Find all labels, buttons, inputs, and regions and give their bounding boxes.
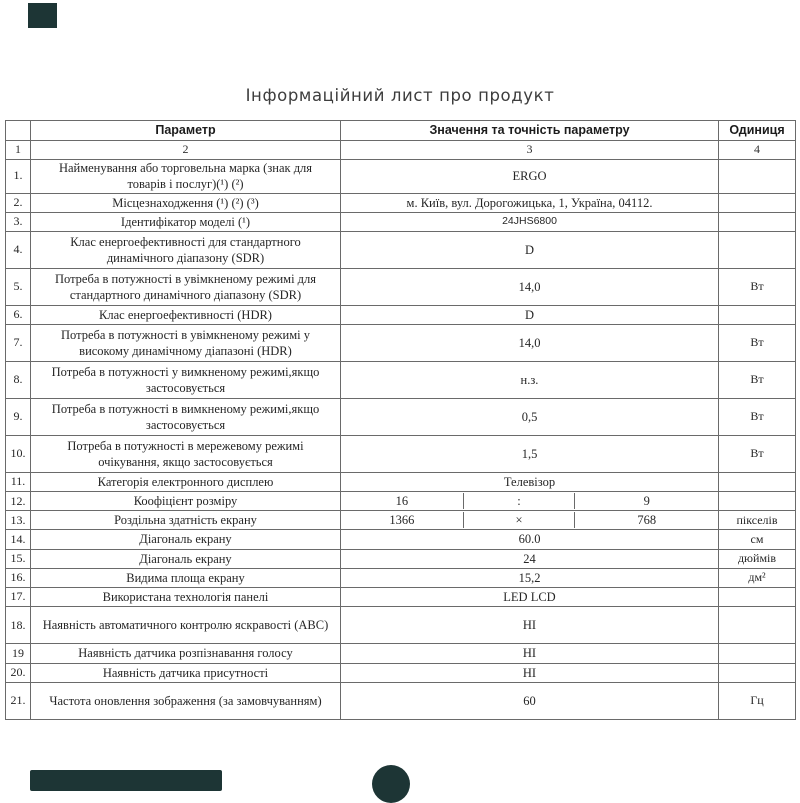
table-row — [6, 511, 796, 530]
table-row — [6, 588, 796, 607]
footer-bar — [30, 770, 222, 791]
parameter-cell: Роздільна здатність екрану — [31, 511, 341, 530]
column-number: 1 — [6, 141, 31, 160]
unit-cell: дм² — [719, 568, 796, 587]
row-number: 17. — [6, 588, 31, 607]
parameter-cell: Частота оновлення зображення (за замовчуванням) — [31, 682, 341, 719]
value-cell: м. Київ, вул. Дорогожицька, 1, Україна, 04112. — [341, 193, 719, 212]
parameter-cell: Потреба в потужності в увімкненому режимі у високому динамічному діапазоні (HDR) — [31, 325, 341, 362]
value-subcells — [341, 493, 718, 509]
parameter-cell: Місцезнаходження (¹) (²) (³) — [31, 193, 341, 212]
table-row — [6, 305, 796, 324]
parameter-cell: Наявність автоматичного контролю яскравості (АВС) — [31, 607, 341, 644]
row-number: 19 — [6, 644, 31, 663]
table-row — [6, 568, 796, 587]
value-cell: 24JHS6800 — [341, 212, 719, 231]
parameter-cell: Клас енергоефективності для стандартного динамічного діапазону (SDR) — [31, 231, 341, 268]
unit-cell: пікселів — [719, 511, 796, 530]
row-number: 11. — [6, 473, 31, 492]
value-cell: Телевізор — [341, 473, 719, 492]
table-row — [6, 663, 796, 682]
unit-cell: Гц — [719, 682, 796, 719]
table-row — [6, 399, 796, 436]
value-part: 16 — [341, 493, 464, 509]
table-row — [6, 644, 796, 663]
table-row — [6, 436, 796, 473]
unit-cell: Вт — [719, 436, 796, 473]
value-part: 768 — [637, 513, 657, 528]
column-number-row — [6, 141, 796, 160]
table-row — [6, 159, 796, 193]
unit-cell — [719, 663, 796, 682]
value-cell: 0,5 — [341, 399, 719, 436]
value-cell: D — [341, 231, 719, 268]
value-part: × — [464, 512, 576, 528]
parameter-cell: Потреба в потужності в увімкненому режимі для стандартного динамічного діапазону (SDR) — [31, 268, 341, 305]
row-number: 9. — [6, 399, 31, 436]
value-cell: НІ — [341, 663, 719, 682]
parameter-cell: Клас енергоефективності (HDR) — [31, 305, 341, 324]
unit-cell: Вт — [719, 399, 796, 436]
row-number: 8. — [6, 362, 31, 399]
header-cell-value: Значення та точність параметру — [341, 121, 719, 141]
row-number: 13. — [6, 511, 31, 530]
row-number: 10. — [6, 436, 31, 473]
row-number: 20. — [6, 663, 31, 682]
unit-cell — [719, 193, 796, 212]
row-number: 12. — [6, 492, 31, 511]
table-row — [6, 530, 796, 549]
value-cell: н.з. — [341, 362, 719, 399]
value-cell: 60 — [341, 682, 719, 719]
table-row — [6, 473, 796, 492]
row-number: 18. — [6, 607, 31, 644]
unit-cell — [719, 588, 796, 607]
chat-widget-button[interactable] — [372, 765, 410, 803]
value-cell: 1,5 — [341, 436, 719, 473]
unit-cell — [719, 159, 796, 193]
column-number: 4 — [719, 141, 796, 160]
unit-cell — [719, 644, 796, 663]
parameter-cell: Категорія електронного дисплею — [31, 473, 341, 492]
header-cell-param: Параметр — [31, 121, 341, 141]
value-cell: ERGO — [341, 159, 719, 193]
value-cell: 15,2 — [341, 568, 719, 587]
parameter-cell: Потреба в потужності в мережевому режимі очікування, якщо застосовується — [31, 436, 341, 473]
value-part: 1366 — [341, 512, 464, 528]
parameter-cell: Діагональ екрану — [31, 549, 341, 568]
value-cell: 14,0 — [341, 325, 719, 362]
row-number: 15. — [6, 549, 31, 568]
value-cell — [341, 492, 719, 511]
unit-cell: дюймів — [719, 549, 796, 568]
row-number: 21. — [6, 682, 31, 719]
parameter-cell: Ідентифікатор моделі (¹) — [31, 212, 341, 231]
parameter-cell: Наявність датчика присутності — [31, 663, 341, 682]
row-number: 16. — [6, 568, 31, 587]
row-number: 4. — [6, 231, 31, 268]
unit-cell — [719, 231, 796, 268]
value-cell: 60.0 — [341, 530, 719, 549]
unit-cell: Вт — [719, 362, 796, 399]
value-cell: LED LCD — [341, 588, 719, 607]
value-cell: НІ — [341, 607, 719, 644]
table-row — [6, 362, 796, 399]
parameter-cell: Коофіцієнт розміру — [31, 492, 341, 511]
table-row — [6, 492, 796, 511]
row-number: 3. — [6, 212, 31, 231]
table-row — [6, 212, 796, 231]
unit-cell — [719, 607, 796, 644]
parameter-cell: Потреба в потужності у вимкненому режимі,якщо застосовується — [31, 362, 341, 399]
value-part: : — [464, 493, 576, 509]
unit-cell — [719, 492, 796, 511]
header-cell-unit: Одиниця — [719, 121, 796, 141]
table-row — [6, 607, 796, 644]
row-number: 2. — [6, 193, 31, 212]
table-row — [6, 325, 796, 362]
table-header-row — [6, 121, 796, 141]
parameter-cell: Наявність датчика розпізнавання голосу — [31, 644, 341, 663]
row-number: 7. — [6, 325, 31, 362]
unit-cell — [719, 305, 796, 324]
page-corner-logo-block — [28, 3, 57, 28]
unit-cell — [719, 212, 796, 231]
unit-cell — [719, 473, 796, 492]
header-cell-num — [6, 121, 31, 141]
column-number: 3 — [341, 141, 719, 160]
row-number: 14. — [6, 530, 31, 549]
parameter-cell: Використана технологія панелі — [31, 588, 341, 607]
table-row — [6, 682, 796, 719]
parameter-cell: Потреба в потужності в вимкненому режимі,якщо застосовується — [31, 399, 341, 436]
column-number: 2 — [31, 141, 341, 160]
unit-cell: Вт — [719, 268, 796, 305]
parameter-cell: Діагональ екрану — [31, 530, 341, 549]
row-number: 6. — [6, 305, 31, 324]
page-title: Інформаційний лист про продукт — [245, 86, 555, 105]
value-subcells — [341, 512, 718, 528]
table-row — [6, 549, 796, 568]
value-part: 9 — [643, 494, 650, 509]
table-row — [6, 268, 796, 305]
value-cell — [341, 511, 719, 530]
parameter-cell: Найменування або торговельна марка (знак для товарів і послуг)(¹) (²) — [31, 159, 341, 193]
row-number: 5. — [6, 268, 31, 305]
value-cell: D — [341, 305, 719, 324]
unit-cell: Вт — [719, 325, 796, 362]
value-cell: НІ — [341, 644, 719, 663]
unit-cell: см — [719, 530, 796, 549]
value-cell: 24 — [341, 549, 719, 568]
parameter-cell: Видима площа екрану — [31, 568, 341, 587]
table-row — [6, 231, 796, 268]
value-cell: 14,0 — [341, 268, 719, 305]
product-info-table — [5, 120, 796, 720]
table-row — [6, 193, 796, 212]
row-number: 1. — [6, 159, 31, 193]
